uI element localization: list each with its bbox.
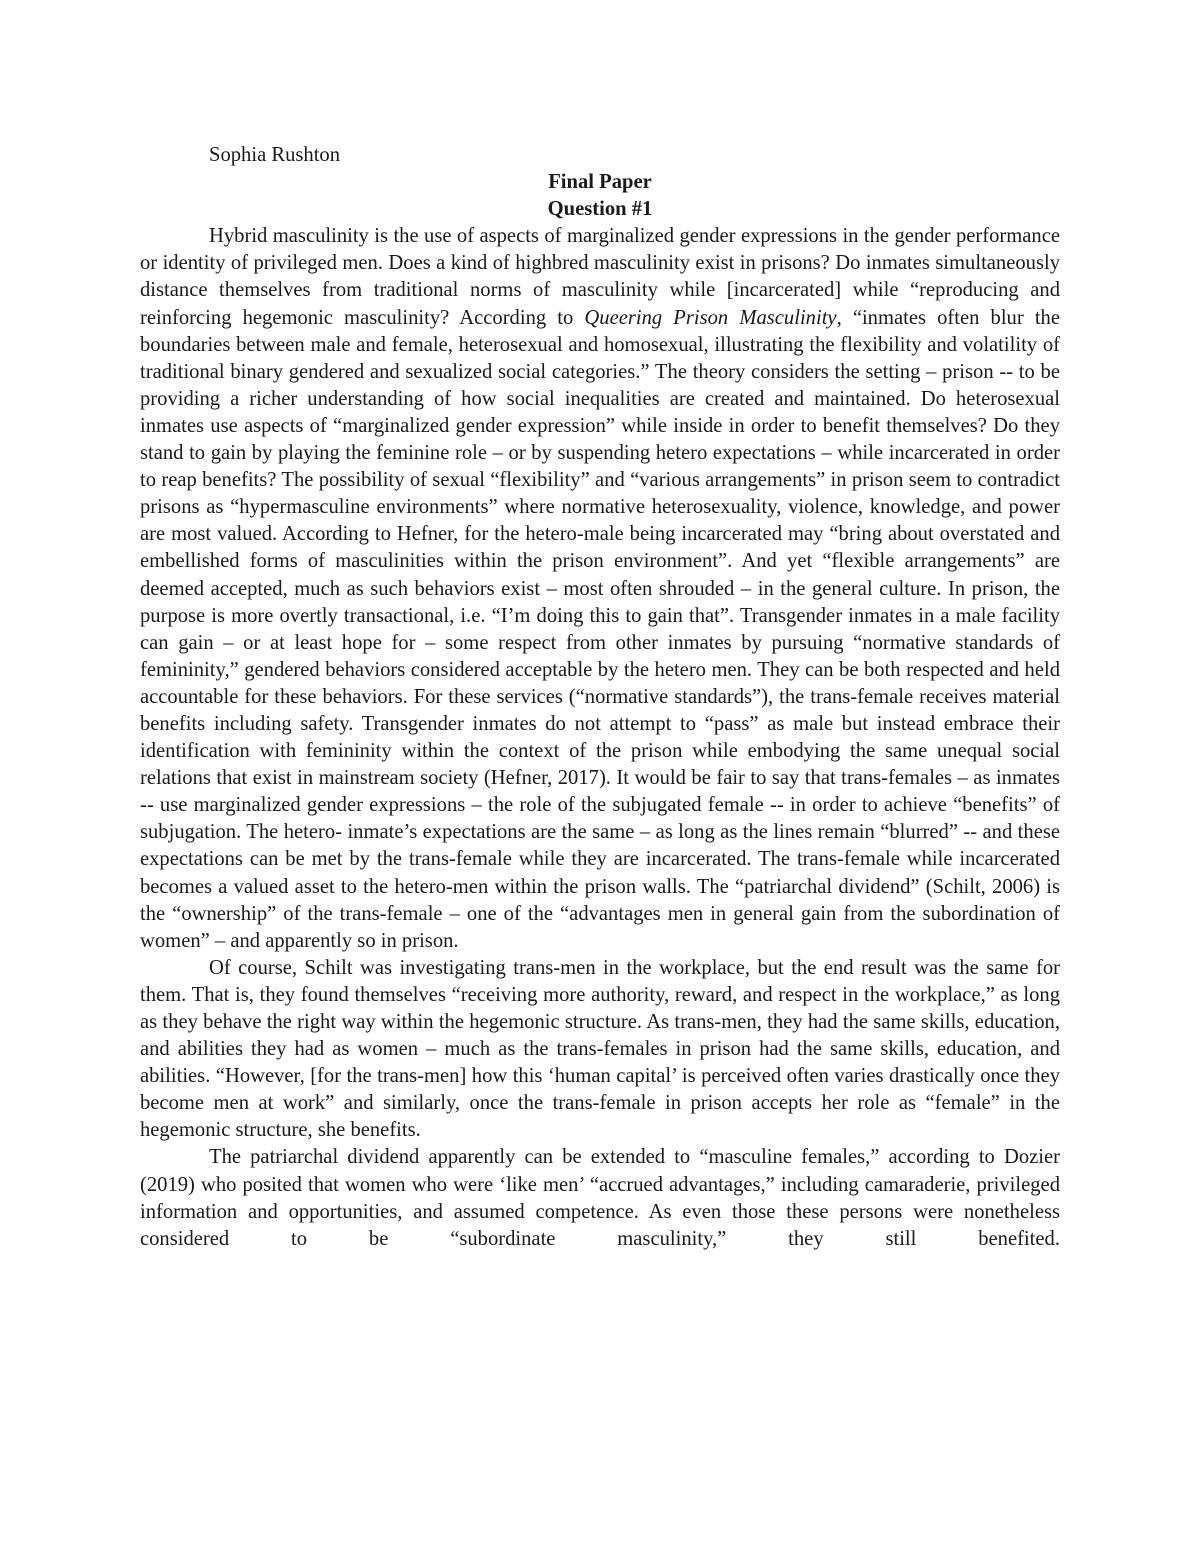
paragraph-1-text-start: Hybrid masculinity is the use of aspects of marginalized gender expressions in the gender performance or identity of privileged men. Does a kind of highbred masculinity exist in prisons? Do inmates simultaneously distance themselves from traditional norms of masculinity while [incarcerated] while “reproducing and reinforcing hegemonic masculinity? According to bbox=[140, 225, 1060, 329]
paper-title: Final Paper bbox=[548, 171, 652, 194]
paragraph-1-text-end: , “inmates often blur the boundaries between male and female, heterosexual and homosexual, illustrating the flexibility and volatility of traditional binary gendered and sexualized social categories.” The theory considers the setting – prison -- to be providing a richer understanding of how social inequalities are created and maintained. Do heterosexual inmates use aspects of “marginalized gender expression” while inside in order to benefit themselves? Do they stand to gain by playing the feminine role – or by suspending hetero expectations – while incarcerated in order to reap benefits? The possibility of sexual “flexibility” and “various arrangements” in prison seem to contradict prisons as “hypermasculine environments” where normative heterosexuality, violence, knowledge, and power are most valued. According to Hefner, for the hetero-male being incarcerated may “bring about overstated and embellished forms of masculinities within the prison environment”. And yet “flexible arrangements” are deemed accepted, much as such behaviors exist – most often shrouded – in the general culture. In prison, the purpose is more overtly transactional, i.e. “I’m doing this to gain that”. Transgender inmates in a male facility can gain – or at least hope for – some respect from other inmates by pursuing “normative standards of femininity,” gendered behaviors considered acceptable by the hetero men. They can be both respected and held accountable for these behaviors. For these services (“normative standards”), the trans-female receives material benefits including safety. Transgender inmates do not attempt to “pass” as male but instead embrace their identification with femininity within the context of the prison while embodying the same unequal social relations that exist in mainstream society (Hefner, 2017). It would be fair to say that trans-females – as inmates -- use marginalized gender expressions – the role of the subjugated female -- in order to achieve “benefits” of subjugation. The hetero- inmate’s expectations are the same – as long as the lines remain “blurred” -- and these expectations can be met by the trans-female while they are incarcerated. The trans-female while incarcerated becomes a valued asset to the hetero-men within the prison walls. The “patriarchal dividend” (Schilt, 2006) is the “ownership” of the trans-female – one of the “advantages men in general gain from the subordination of women” – and apparently so in prison. bbox=[140, 306, 1060, 952]
book-title-italic: Queering Prison Masculinity bbox=[584, 306, 837, 329]
document-body bbox=[140, 142, 1060, 1253]
paragraph-2: Of course, Schilt was investigating trans-men in the workplace, but the end result was the same for them. That is, they found themselves “receiving more authority, reward, and respect in the workplace,” as long as they behave the right way within the hegemonic structure. As trans-men, they had the same skills, education, and abilities they had as women – much as the trans-females in prison had the same skills, education, and abilities. “However, [for the trans-men] how this ‘human capital’ is perceived often varies drastically once they become men at work” and similarly, once the trans-female in prison accepts her role as “female” in the hegemonic structure, she benefits. bbox=[140, 956, 1060, 1142]
author-name: Sophia Rushton bbox=[209, 144, 341, 166]
paragraph-3: The patriarchal dividend apparently can be extended to “masculine females,” according to Dozier (2019) who posited that women who were ‘like men’ “accrued advantages,” including camaraderie, privileged information and opportunities, and assumed competence. As even those these persons were nonetheless considered to be “subordinate masculinity,” they still benefited. bbox=[140, 1146, 1060, 1250]
paragraph-1 bbox=[140, 223, 1060, 955]
question-heading: Question #1 bbox=[547, 198, 653, 221]
